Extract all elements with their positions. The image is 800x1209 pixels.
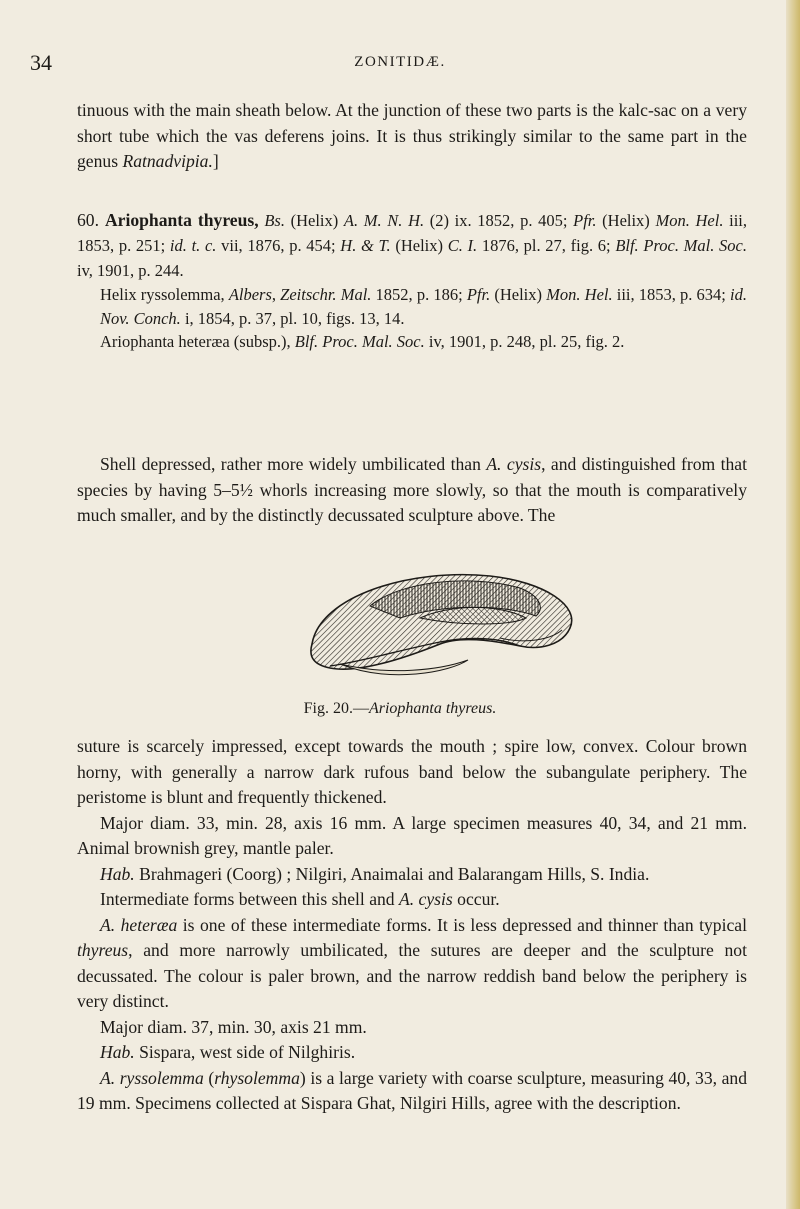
habitat-text: Brahmageri (Coorg) ; Nilgiri, Anaimalai and Balarangam Hills, S. India.	[134, 863, 650, 884]
text-run: iii, 1853, p. 251;	[77, 211, 747, 255]
text-run: Pfr.	[573, 211, 597, 230]
text-run: Intermediate forms between this shell and	[100, 889, 399, 909]
text-run: id. Nov. Conch.	[100, 285, 747, 328]
text-run: 1852, p. 186;	[371, 285, 467, 304]
text-run: , and more narrowly umbilicated, the sutures are deeper and the sculpture not decussated. The colour is paler brown, and the narrow reddish band below the periphery is very distinct.	[77, 940, 747, 1011]
text-run: Albers	[228, 285, 272, 304]
figure-label: Fig. 20.—	[303, 700, 369, 717]
habitat-2-text: Sispara, west side of Nilghiris.	[134, 1042, 356, 1062]
running-title: ZONITIDÆ.	[354, 54, 446, 70]
text-run: Mon. Hel.	[655, 211, 724, 230]
text-run: Shell depressed, rather more widely umbilicated than	[100, 454, 487, 474]
text-run: (Helix)	[390, 236, 448, 255]
text-run: iii, 1853, p. 634;	[612, 285, 731, 304]
text-run: i, 1854, p. 37, pl. 10, figs. 13, 14.	[180, 308, 405, 328]
shell-text	[77, 454, 747, 525]
text-run: occur.	[452, 889, 500, 909]
text-run: ) is a large variety with coarse sculpture, measuring 40, 33, and 19 mm. Specimens collected at Sispara Ghat, Nilgiri Hills, agree with the description.	[77, 1067, 747, 1113]
measurements-paragraph: Major diam. 33, min. 28, axis 16 mm. A large specimen measures 40, 34, and 21 mm. Animal brownish grey, mantle paler.	[77, 812, 747, 858]
text-run: (Helix)	[596, 211, 656, 230]
page-header	[0, 50, 800, 80]
text-run: (	[203, 1067, 215, 1088]
text-run: iv, 1901, p. 244.	[77, 261, 184, 280]
page-edge	[786, 0, 800, 1209]
ryssolemma-text	[77, 1068, 747, 1114]
page-number: 34	[30, 50, 52, 75]
intermediate-text	[100, 889, 500, 909]
habitat-2-label: Hab.	[100, 1042, 135, 1062]
figure-species-name: Ariophanta thyreus.	[368, 700, 497, 717]
synonymy-line-2	[100, 285, 747, 328]
text-run: Blf. Proc. Mal. Soc.	[615, 236, 748, 255]
text-run: Pfr.	[466, 285, 491, 304]
text-run: rhysolemma	[214, 1067, 300, 1088]
measurements-2-paragraph: Major diam. 37, min. 30, axis 21 mm.	[100, 1016, 367, 1037]
text-run: Ariophanta heteræa (subsp.),	[100, 332, 295, 351]
synonymy-block	[77, 283, 747, 330]
text-run: id. t. c.	[169, 236, 217, 255]
synonymy-line-3	[100, 332, 624, 351]
text-run: is one of these intermediate forms. It is less depressed and thinner than typical	[177, 914, 747, 935]
text-run: (Helix)	[284, 211, 344, 230]
shell-description	[77, 452, 747, 529]
synonymy-block-2	[77, 330, 747, 354]
intro-paragraph	[77, 98, 747, 175]
text-run: Helix ryssolemma,	[100, 285, 229, 304]
text-run: Bs.	[258, 211, 285, 230]
shell-figure	[300, 566, 600, 686]
text-run: Zeitschr. Mal.	[280, 285, 372, 304]
text-run: (Helix)	[490, 285, 547, 304]
habitat-2-paragraph	[77, 1040, 747, 1066]
suture-paragraph: suture is scarcely impressed, except towards the mouth ; spire low, convex. Colour brown horny, with generally a narrow dark rufous band below the subangulate periphery. The peristome is blunt and frequently thickened.	[77, 736, 747, 807]
text-run: A. cysis	[486, 454, 542, 474]
description-continued	[77, 734, 747, 1117]
figure-caption	[0, 700, 800, 718]
species-name: Ariophanta thyreus,	[104, 210, 259, 230]
heteraea-paragraph	[77, 913, 747, 1015]
text-run: ,	[271, 285, 281, 304]
text-run: (2) ix. 1852, p. 405;	[424, 211, 574, 230]
habitat-paragraph	[77, 862, 747, 888]
intro-genus: Ratnadvipia.	[122, 151, 213, 171]
text-run: , and distinguished from that species by having 5–5½ whorls increasing more slowly, so that the mouth is comparatively much smaller, and by the distinctly decussated sculpture above. The	[77, 454, 748, 525]
text-run: H. & T.	[340, 236, 391, 255]
ryssolemma-paragraph	[77, 1066, 747, 1117]
text-run: Mon. Hel.	[546, 285, 613, 304]
habitat-label: Hab.	[100, 863, 135, 884]
text-run: C. I.	[447, 236, 478, 255]
text-run: 1876, pl. 27, fig. 6;	[477, 236, 616, 255]
intermediate-paragraph	[77, 887, 747, 913]
text-run: thyreus	[77, 940, 129, 960]
text-run: A. heteræa	[100, 914, 178, 935]
text-run: A. cysis	[399, 889, 453, 909]
text-run: iv, 1901, p. 248, pl. 25, fig. 2.	[424, 332, 625, 351]
species-number: 60.	[77, 210, 99, 230]
text-run: vii, 1876, p. 454;	[216, 236, 341, 255]
text-run: Blf. Proc. Mal. Soc.	[294, 332, 425, 351]
text-run: A. M. N. H.	[343, 211, 425, 230]
species-entry	[77, 208, 747, 354]
intro-bracket: ]	[212, 151, 219, 171]
heteraea-text	[77, 915, 747, 1012]
intro-text: tinuous with the main sheath below. At the junction of these two parts is the kalc-sac on a very short tube which the vas deferens joins. It is thus strikingly similar to the same part in the genus	[77, 100, 747, 171]
text-run: A. ryssolemma	[100, 1067, 204, 1088]
